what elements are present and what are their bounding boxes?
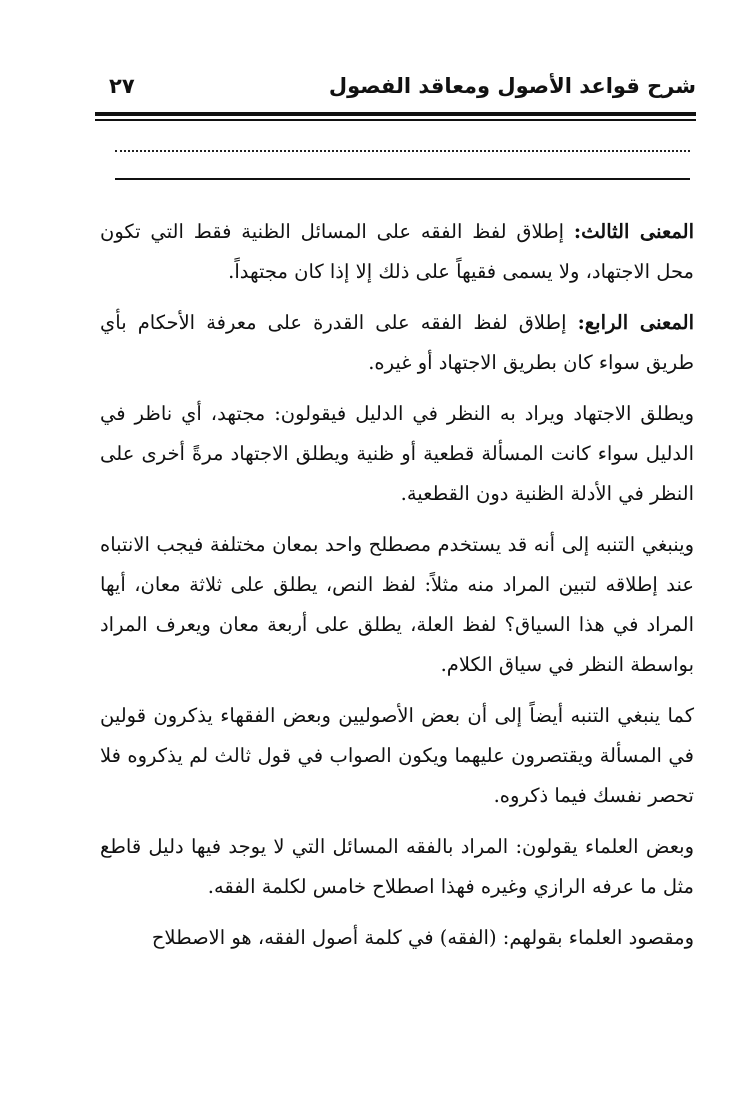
footnote-separator-rule [115,178,690,180]
paragraph-fifth-meaning [100,827,694,907]
paragraph-terminology [100,525,694,685]
book-title: شرح قواعد الأصول ومعاقد الفصول [328,74,696,98]
paragraph-ijtihad [100,394,694,514]
paragraph-text: ومقصود العلماء بقولهم: (الفقه) في كلمة أصول الفقه، هو الاصطلاح [151,926,694,949]
paragraph-fourth-meaning [100,303,694,383]
paragraph-text: إطلاق لفظ الفقه على المسائل الظنية فقط التي تكون محل الاجتهاد، ولا يسمى فقيهاً على ذلك إلا إذا كان مجتهداً. [100,220,694,283]
paragraph-text: وينبغي التنبه إلى أنه قد يستخدم مصطلح واحد بمعان مختلفة فيجب الانتباه عند إطلاقه لتبين المراد منه مثلاً: لفظ النص، يطلق على ثلاثة معان، أيها المراد في هذا السياق؟ لفظ العلة، يطلق على أربعة معان ويعرف المراد بواسطة النظر في سياق الكلام. [100,533,694,676]
header-rule-thick [95,112,696,116]
paragraph-text: كما ينبغي التنبه أيضاً إلى أن بعض الأصوليين وبعض الفقهاء يذكرون قولين في المسألة ويقتصرون عليهما ويكون الصواب في قول ثالث لم يذكروه فلا تحصر نفسك فيما ذكروه. [100,704,694,807]
paragraph-lead: المعنى الثالث: [573,220,694,243]
paragraph-text: ويطلق الاجتهاد ويراد به النظر في الدليل فيقولون: مجتهد، أي ناظر في الدليل سواء كانت المسألة قطعية أو ظنية ويطلق الاجتهاد مرةً أخرى على النظر في الأدلة الظنية دون القطعية. [100,402,694,505]
body-text [100,212,694,969]
paragraph-third-meaning [100,212,694,292]
paragraph-two-opinions [100,696,694,816]
footnote-continuation-dots [115,150,690,154]
paragraph-intended-meaning [100,918,694,958]
paragraph-lead: المعنى الرابع: [577,311,694,334]
running-header [95,68,696,108]
paragraph-text: وبعض العلماء يقولون: المراد بالفقه المسائل التي لا يوجد فيها دليل قاطع مثل ما عرفه الرازي وغيره فهذا اصطلاح خامس لكلمة الفقه. [100,835,694,898]
page-number: ٢٧ [109,74,135,98]
header-rule-thin [95,119,696,121]
paragraph-text: إطلاق لفظ الفقه على القدرة على معرفة الأحكام بأي طريق سواء كان بطريق الاجتهاد أو غيره. [100,311,694,374]
